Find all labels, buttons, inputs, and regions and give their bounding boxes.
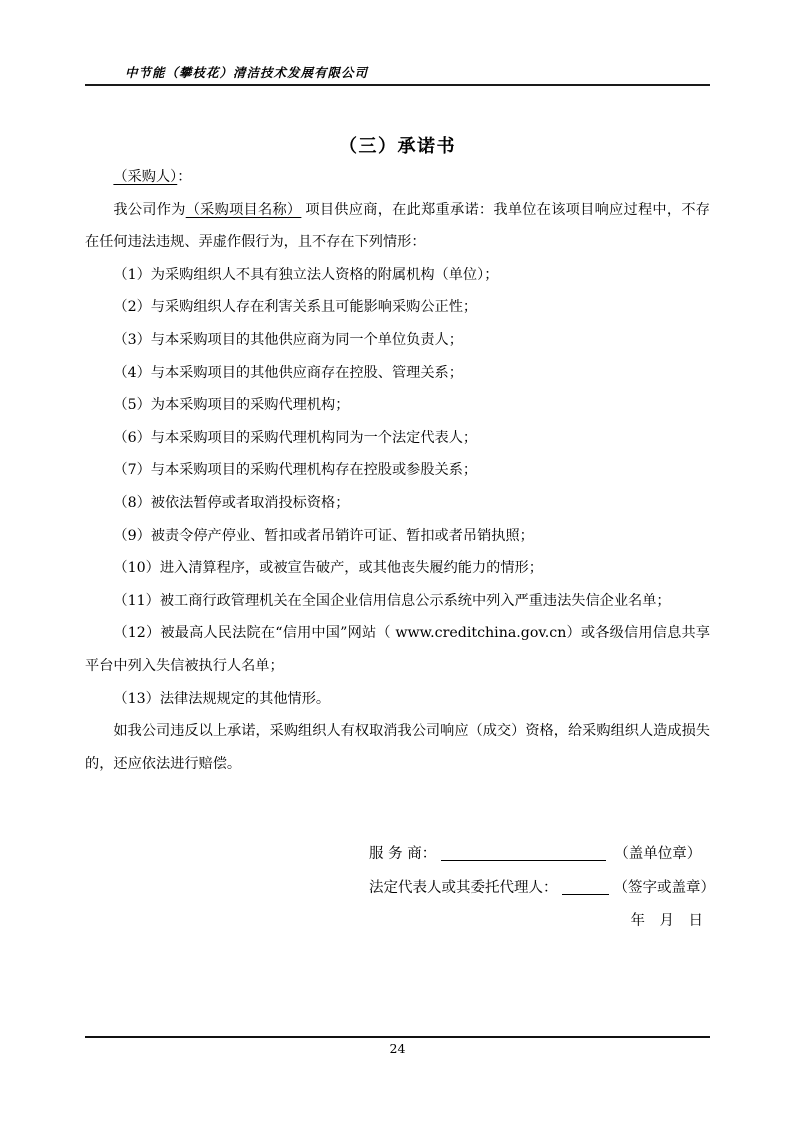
condition-item: （3）与本采购项目的其他供应商为同一个单位负责人；	[113, 331, 463, 348]
condition-item: （9）被责令停产停业、暂扣或者吊销许可证、暂扣或者吊销执照；	[113, 527, 534, 544]
condition-item: （7）与本采购项目的采购代理机构存在控股或参股关系；	[113, 462, 478, 479]
agent-signature-row	[369, 872, 715, 906]
conditions-list	[85, 259, 710, 715]
condition-item: （13）法律法规规定的其他情形。	[113, 690, 331, 707]
condition-item: （4）与本采购项目的其他供应商存在控股、管理关系；	[113, 364, 463, 381]
page-header	[85, 0, 710, 86]
condition-item: （8）被依法暂停或者取消投标资格；	[113, 494, 350, 511]
salutation	[85, 161, 710, 194]
page-footer	[85, 1036, 710, 1059]
company-name: 中节能（攀枝花）清洁技术发展有限公司	[125, 65, 369, 80]
condition-item: （12）被最高人民法院在“信用中国”网站（ www.creditchina.gov.cn）或各级信用信息共享平台中列入失信被执行人名单；	[85, 625, 710, 674]
supplier-label: 服 务 商：	[369, 846, 437, 863]
supplier-signature-row	[369, 838, 705, 872]
supplier-signature-blank	[441, 847, 606, 862]
signature-date-line: 年 月 日	[630, 913, 703, 930]
project-name-blank: （采购项目名称）	[185, 201, 302, 218]
condition-item: （6）与本采购项目的采购代理机构同为一个法定代表人；	[113, 429, 478, 446]
closing-paragraph: 如我公司违反以上承诺，采购组织人有权取消我公司响应（成交）资格，给采购组织人造成损失的，还应依法进行赔偿。	[85, 723, 710, 772]
document-text	[85, 161, 710, 780]
condition-item: （11）被工商行政管理机关在全国企业信用信息公示系统中列入严重违法失信企业名单；	[113, 592, 671, 609]
page-number: 24	[389, 1041, 406, 1056]
condition-item: （2）与采购组织人存在利害关系且可能影响采购公正性；	[113, 299, 478, 316]
intro-paragraph	[85, 194, 710, 259]
document-body	[85, 85, 715, 939]
document-title: （三）承诺书	[339, 136, 456, 157]
intro-post-text: 项目供应商，在此郑重承诺：我单位在该项目响应过程中，不存在任何违法违规、弄虚作假行为，且不存在下列情形：	[85, 201, 710, 251]
condition-item: （5）为本采购项目的采购代理机构；	[113, 397, 350, 414]
agent-label: 法定代表人或其委托代理人：	[369, 879, 558, 896]
agent-sign-note: （签字或盖章）	[613, 879, 715, 896]
buyer-name-blank: （采购人）	[113, 169, 178, 185]
agent-signature-blank	[562, 880, 609, 895]
salutation-colon: ：	[177, 169, 192, 185]
condition-item: （10）进入清算程序，或被宣告破产，或其他丧失履约能力的情形；	[113, 560, 543, 577]
signature-block	[369, 838, 715, 939]
header-rule	[85, 62, 710, 86]
condition-item: （1）为采购组织人不具有独立法人资格的附属机构（单位）；	[113, 266, 499, 283]
intro-pre-text: 我公司作为	[113, 201, 186, 218]
supplier-stamp-note: （盖单位章）	[614, 846, 702, 863]
